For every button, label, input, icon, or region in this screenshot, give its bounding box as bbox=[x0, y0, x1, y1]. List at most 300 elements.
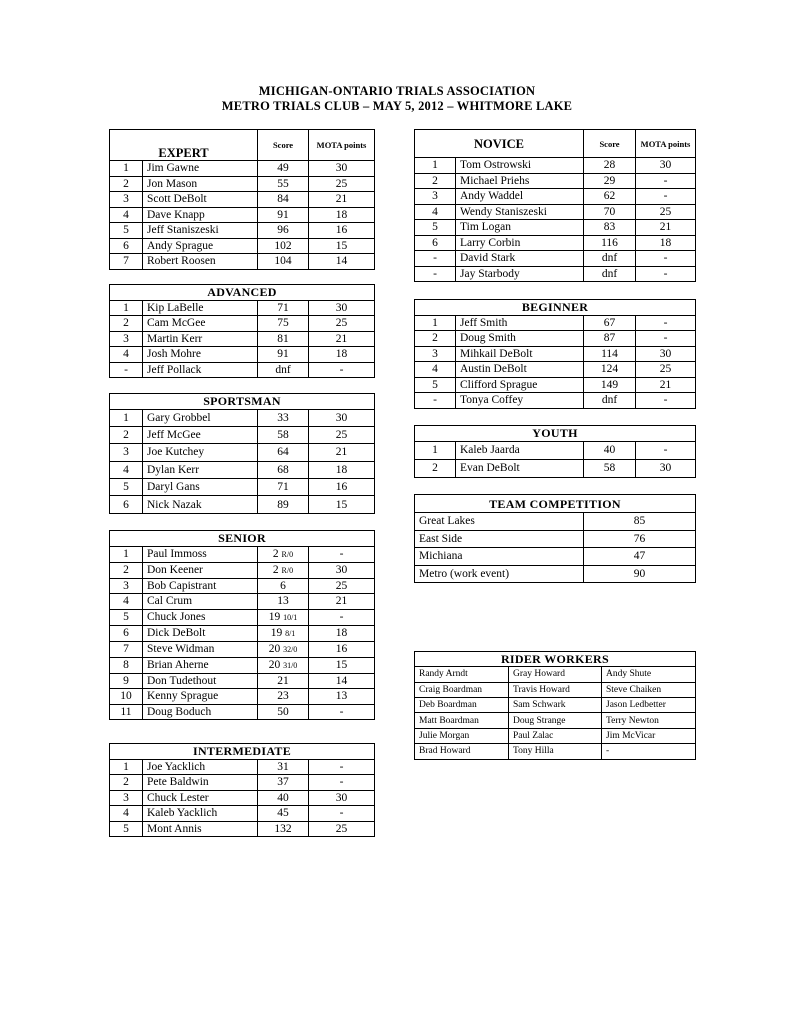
senior-row bbox=[110, 562, 375, 578]
novice-row bbox=[415, 158, 696, 174]
mota-header: MOTA points bbox=[636, 130, 696, 158]
worker-name: Craig Boardman bbox=[415, 682, 509, 697]
senior-title: SENIOR bbox=[110, 531, 375, 547]
rider-name: Gary Grobbel bbox=[143, 409, 258, 426]
place: 5 bbox=[110, 223, 143, 239]
place: 3 bbox=[415, 189, 456, 205]
worker-name: Deb Boardman bbox=[415, 697, 509, 712]
beginner-table bbox=[414, 299, 696, 409]
worker-name: - bbox=[602, 744, 696, 759]
senior-row bbox=[110, 609, 375, 625]
score bbox=[258, 625, 309, 641]
score: 37 bbox=[258, 775, 309, 791]
score: 84 bbox=[258, 192, 309, 208]
tiebreak-value: 31/0 bbox=[283, 660, 298, 670]
score: 83 bbox=[584, 220, 636, 236]
score: dnf bbox=[584, 393, 636, 409]
place: 3 bbox=[110, 192, 143, 208]
expert-row bbox=[110, 161, 375, 177]
mota-points: 30 bbox=[309, 161, 375, 177]
mota-points: 25 bbox=[636, 362, 696, 378]
rider-name: Don Keener bbox=[143, 562, 258, 578]
mota-points: 15 bbox=[309, 496, 375, 513]
rider-name: Mont Annis bbox=[143, 821, 258, 837]
beginner-row bbox=[415, 362, 696, 378]
team-row bbox=[415, 530, 696, 548]
mota-points: 25 bbox=[309, 316, 375, 332]
novice-rows bbox=[415, 158, 696, 282]
document-subtitle: METRO TRIALS CLUB – MAY 5, 2012 – WHITMORE LAKE bbox=[221, 99, 573, 113]
intermediate-row bbox=[110, 821, 375, 837]
place: 7 bbox=[110, 641, 143, 657]
expert-row bbox=[110, 254, 375, 270]
novice-row bbox=[415, 173, 696, 189]
expert-row bbox=[110, 192, 375, 208]
worker-name: Jason Ledbetter bbox=[602, 697, 696, 712]
place: 6 bbox=[110, 496, 143, 513]
score: 132 bbox=[258, 821, 309, 837]
rider-name: Doug Smith bbox=[456, 331, 584, 347]
mota-points: - bbox=[636, 393, 696, 409]
place: 6 bbox=[415, 235, 456, 251]
rider-name: Tonya Coffey bbox=[456, 393, 584, 409]
place: 5 bbox=[110, 479, 143, 496]
intermediate-row bbox=[110, 790, 375, 806]
place: 7 bbox=[110, 254, 143, 270]
beginner-header-row bbox=[415, 300, 696, 316]
youth-title: YOUTH bbox=[415, 426, 696, 442]
team-header-row bbox=[415, 495, 696, 513]
mota-points: 21 bbox=[309, 192, 375, 208]
mota-points: - bbox=[309, 609, 375, 625]
worker-name: Travis Howard bbox=[509, 682, 602, 697]
score bbox=[258, 689, 309, 705]
team-score: 85 bbox=[584, 513, 696, 531]
workers-row bbox=[415, 728, 696, 743]
workers-row bbox=[415, 697, 696, 712]
rider-name: Steve Widman bbox=[143, 641, 258, 657]
score: 49 bbox=[258, 161, 309, 177]
team-row bbox=[415, 548, 696, 566]
mota-points: 21 bbox=[636, 220, 696, 236]
expert-table bbox=[109, 129, 375, 270]
team-score: 47 bbox=[584, 548, 696, 566]
score bbox=[258, 578, 309, 594]
place: 1 bbox=[110, 300, 143, 316]
mota-points: 25 bbox=[636, 204, 696, 220]
tiebreak-value: 8/1 bbox=[285, 628, 296, 638]
workers-table bbox=[414, 651, 696, 760]
worker-name: Gray Howard bbox=[509, 667, 602, 682]
worker-name: Julie Morgan bbox=[415, 728, 509, 743]
score: 71 bbox=[258, 479, 309, 496]
place: 2 bbox=[415, 459, 456, 477]
beginner-row bbox=[415, 315, 696, 331]
novice-table bbox=[414, 129, 696, 282]
beginner-rows bbox=[415, 315, 696, 408]
score: 91 bbox=[258, 347, 309, 363]
mota-points: 16 bbox=[309, 223, 375, 239]
senior-row bbox=[110, 689, 375, 705]
place: 1 bbox=[110, 409, 143, 426]
score: 70 bbox=[584, 204, 636, 220]
rider-name: Robert Roosen bbox=[143, 254, 258, 270]
worker-name: Steve Chaiken bbox=[602, 682, 696, 697]
novice-row bbox=[415, 235, 696, 251]
score: dnf bbox=[258, 362, 309, 378]
mota-points: 21 bbox=[309, 444, 375, 461]
workers-row bbox=[415, 713, 696, 728]
score: 81 bbox=[258, 331, 309, 347]
place: 2 bbox=[415, 173, 456, 189]
score: 75 bbox=[258, 316, 309, 332]
rider-name: David Stark bbox=[456, 251, 584, 267]
novice-row bbox=[415, 220, 696, 236]
mota-points: 18 bbox=[309, 347, 375, 363]
place: 10 bbox=[110, 689, 143, 705]
place: 2 bbox=[110, 562, 143, 578]
place: 8 bbox=[110, 657, 143, 673]
score-value: 19 bbox=[268, 610, 281, 623]
rider-name: Jeff Smith bbox=[456, 315, 584, 331]
mota-points: 18 bbox=[309, 461, 375, 478]
sportsman-row bbox=[110, 479, 375, 496]
advanced-row bbox=[110, 300, 375, 316]
place: 2 bbox=[110, 176, 143, 192]
mota-points: 21 bbox=[309, 331, 375, 347]
score: 68 bbox=[258, 461, 309, 478]
team-row bbox=[415, 565, 696, 583]
place: 6 bbox=[110, 238, 143, 254]
rider-name: Jeff McGee bbox=[143, 426, 258, 443]
sportsman-header-row bbox=[110, 394, 375, 410]
worker-name: Matt Boardman bbox=[415, 713, 509, 728]
sportsman-row bbox=[110, 461, 375, 478]
place: 2 bbox=[110, 426, 143, 443]
score: 40 bbox=[584, 441, 636, 459]
rider-name: Joe Yacklich bbox=[143, 759, 258, 775]
score: 114 bbox=[584, 346, 636, 362]
mota-points: 30 bbox=[636, 346, 696, 362]
senior-header-row bbox=[110, 531, 375, 547]
place: 5 bbox=[415, 377, 456, 393]
score: 40 bbox=[258, 790, 309, 806]
rider-name: Don Tudethout bbox=[143, 673, 258, 689]
sportsman-row bbox=[110, 409, 375, 426]
score bbox=[258, 546, 309, 562]
mota-points: - bbox=[309, 704, 375, 720]
score bbox=[258, 657, 309, 673]
beginner-title: BEGINNER bbox=[415, 300, 696, 316]
expert-row bbox=[110, 238, 375, 254]
mota-points: 30 bbox=[636, 459, 696, 477]
mota-points: 25 bbox=[309, 578, 375, 594]
advanced-rows bbox=[110, 300, 375, 378]
rider-name: Josh Mohre bbox=[143, 347, 258, 363]
youth-row bbox=[415, 459, 696, 477]
advanced-row bbox=[110, 362, 375, 378]
worker-name: Brad Howard bbox=[415, 744, 509, 759]
worker-name: Jim McVicar bbox=[602, 728, 696, 743]
senior-row bbox=[110, 625, 375, 641]
tiebreak-value: 32/0 bbox=[283, 644, 298, 654]
rider-name: Kaleb Jaarda bbox=[456, 441, 584, 459]
rider-name: Doug Boduch bbox=[143, 704, 258, 720]
mota-points: - bbox=[636, 315, 696, 331]
mota-points: 21 bbox=[636, 377, 696, 393]
rider-name: Chuck Jones bbox=[143, 609, 258, 625]
sportsman-row bbox=[110, 444, 375, 461]
score: 149 bbox=[584, 377, 636, 393]
mota-points: 21 bbox=[309, 594, 375, 610]
place: 3 bbox=[415, 346, 456, 362]
place: 3 bbox=[110, 578, 143, 594]
mota-points: 13 bbox=[309, 689, 375, 705]
score bbox=[258, 562, 309, 578]
mota-points: - bbox=[636, 331, 696, 347]
worker-name: Sam Schwark bbox=[509, 697, 602, 712]
beginner-row bbox=[415, 346, 696, 362]
sportsman-row bbox=[110, 496, 375, 513]
workers-title: RIDER WORKERS bbox=[415, 652, 696, 667]
worker-name: Doug Strange bbox=[509, 713, 602, 728]
rider-name: Chuck Lester bbox=[143, 790, 258, 806]
sportsman-rows bbox=[110, 409, 375, 513]
mota-points: 14 bbox=[309, 673, 375, 689]
expert-header-row bbox=[110, 130, 375, 161]
mota-points: 30 bbox=[636, 158, 696, 174]
score bbox=[258, 641, 309, 657]
score: 102 bbox=[258, 238, 309, 254]
intermediate-table bbox=[109, 743, 375, 837]
rider-name: Jeff Staniszeski bbox=[143, 223, 258, 239]
score: 29 bbox=[584, 173, 636, 189]
workers-row bbox=[415, 667, 696, 682]
rider-name: Dylan Kerr bbox=[143, 461, 258, 478]
rider-name: Larry Corbin bbox=[456, 235, 584, 251]
score-value: 6 bbox=[280, 579, 286, 592]
mota-points: 18 bbox=[636, 235, 696, 251]
novice-row bbox=[415, 189, 696, 205]
rider-name: Andy Sprague bbox=[143, 238, 258, 254]
score-value: 50 bbox=[277, 705, 289, 718]
place: 4 bbox=[110, 347, 143, 363]
score: 45 bbox=[258, 806, 309, 822]
rider-name: Pete Baldwin bbox=[143, 775, 258, 791]
team-name: East Side bbox=[415, 530, 584, 548]
youth-header-row bbox=[415, 426, 696, 442]
score-value: 2 bbox=[272, 547, 279, 560]
place: 9 bbox=[110, 673, 143, 689]
score-value: 19 bbox=[270, 626, 283, 639]
score: 89 bbox=[258, 496, 309, 513]
beginner-row bbox=[415, 393, 696, 409]
score: 116 bbox=[584, 235, 636, 251]
rider-name: Kaleb Yacklich bbox=[143, 806, 258, 822]
score: 28 bbox=[584, 158, 636, 174]
advanced-header-row bbox=[110, 285, 375, 301]
expert-title: EXPERT bbox=[110, 130, 258, 161]
mota-points: 18 bbox=[309, 625, 375, 641]
sportsman-table bbox=[109, 393, 375, 514]
mota-points: - bbox=[636, 251, 696, 267]
youth-row bbox=[415, 441, 696, 459]
mota-points: 25 bbox=[309, 426, 375, 443]
place: 5 bbox=[415, 220, 456, 236]
workers-rows bbox=[415, 667, 696, 759]
score bbox=[258, 594, 309, 610]
advanced-row bbox=[110, 316, 375, 332]
place: 4 bbox=[110, 207, 143, 223]
mota-points: 14 bbox=[309, 254, 375, 270]
place: 4 bbox=[110, 461, 143, 478]
place: 1 bbox=[415, 441, 456, 459]
novice-row bbox=[415, 251, 696, 267]
score bbox=[258, 609, 309, 625]
advanced-table bbox=[109, 284, 375, 378]
mota-points: - bbox=[309, 806, 375, 822]
rider-name: Tim Logan bbox=[456, 220, 584, 236]
rider-name: Clifford Sprague bbox=[456, 377, 584, 393]
mota-points: - bbox=[309, 775, 375, 791]
place: 4 bbox=[110, 806, 143, 822]
workers-row bbox=[415, 682, 696, 697]
team-title: TEAM COMPETITION bbox=[415, 495, 696, 513]
mota-points: - bbox=[309, 546, 375, 562]
rider-name: Jeff Pollack bbox=[143, 362, 258, 378]
sportsman-row bbox=[110, 426, 375, 443]
mota-points: 30 bbox=[309, 300, 375, 316]
place: 4 bbox=[110, 594, 143, 610]
score: 31 bbox=[258, 759, 309, 775]
mota-points: 30 bbox=[309, 562, 375, 578]
rider-name: Andy Waddel bbox=[456, 189, 584, 205]
senior-row bbox=[110, 594, 375, 610]
score bbox=[258, 673, 309, 689]
rider-name: Bob Capistrant bbox=[143, 578, 258, 594]
mota-points: - bbox=[636, 173, 696, 189]
score-value: 23 bbox=[277, 690, 289, 703]
team-score: 76 bbox=[584, 530, 696, 548]
rider-name: Evan DeBolt bbox=[456, 459, 584, 477]
senior-rows bbox=[110, 546, 375, 720]
expert-rows bbox=[110, 161, 375, 270]
novice-header-row bbox=[415, 130, 696, 158]
score-value: 21 bbox=[277, 674, 289, 687]
workers-header-row bbox=[415, 652, 696, 667]
document-title: MICHIGAN-ONTARIO TRIALS ASSOCIATION bbox=[258, 84, 536, 98]
rider-name: Dick DeBolt bbox=[143, 625, 258, 641]
score: 58 bbox=[258, 426, 309, 443]
score-header: Score bbox=[584, 130, 636, 158]
senior-row bbox=[110, 546, 375, 562]
mota-points: 25 bbox=[309, 176, 375, 192]
score: 87 bbox=[584, 331, 636, 347]
rider-name: Michael Priehs bbox=[456, 173, 584, 189]
senior-row bbox=[110, 641, 375, 657]
rider-name: Tom Ostrowski bbox=[456, 158, 584, 174]
mota-header: MOTA points bbox=[309, 130, 375, 161]
place: 5 bbox=[110, 821, 143, 837]
score-value: 13 bbox=[277, 595, 289, 608]
tiebreak-value: R/0 bbox=[281, 549, 294, 559]
score: dnf bbox=[584, 251, 636, 267]
rider-name: Paul Immoss bbox=[143, 546, 258, 562]
team-score: 90 bbox=[584, 565, 696, 583]
rider-name: Scott DeBolt bbox=[143, 192, 258, 208]
place: 1 bbox=[415, 315, 456, 331]
place: - bbox=[415, 393, 456, 409]
rider-name: Daryl Gans bbox=[143, 479, 258, 496]
place: 1 bbox=[415, 158, 456, 174]
youth-table bbox=[414, 425, 696, 478]
rider-name: Cal Crum bbox=[143, 594, 258, 610]
rider-name: Joe Kutchey bbox=[143, 444, 258, 461]
novice-title: NOVICE bbox=[415, 130, 584, 158]
senior-row bbox=[110, 704, 375, 720]
team-table bbox=[414, 494, 696, 583]
beginner-row bbox=[415, 377, 696, 393]
senior-row bbox=[110, 657, 375, 673]
mota-points: 25 bbox=[309, 821, 375, 837]
youth-rows bbox=[415, 441, 696, 477]
mota-points: 15 bbox=[309, 657, 375, 673]
place: 1 bbox=[110, 546, 143, 562]
mota-points: 18 bbox=[309, 207, 375, 223]
rider-name: Cam McGee bbox=[143, 316, 258, 332]
rider-name: Jay Starbody bbox=[456, 266, 584, 282]
expert-row bbox=[110, 207, 375, 223]
mota-points: - bbox=[636, 441, 696, 459]
worker-name: Paul Zalac bbox=[509, 728, 602, 743]
advanced-row bbox=[110, 331, 375, 347]
place: 2 bbox=[110, 775, 143, 791]
novice-row bbox=[415, 266, 696, 282]
score: 71 bbox=[258, 300, 309, 316]
place: 5 bbox=[110, 609, 143, 625]
team-name: Michiana bbox=[415, 548, 584, 566]
rider-name: Mihkail DeBolt bbox=[456, 346, 584, 362]
rider-name: Wendy Staniszeski bbox=[456, 204, 584, 220]
senior-row bbox=[110, 673, 375, 689]
place: 1 bbox=[110, 161, 143, 177]
beginner-row bbox=[415, 331, 696, 347]
mota-points: 30 bbox=[309, 409, 375, 426]
sportsman-title: SPORTSMAN bbox=[110, 394, 375, 410]
score: 62 bbox=[584, 189, 636, 205]
rider-name: Nick Nazak bbox=[143, 496, 258, 513]
score bbox=[258, 704, 309, 720]
expert-row bbox=[110, 223, 375, 239]
intermediate-title: INTERMEDIATE bbox=[110, 744, 375, 760]
mota-points: - bbox=[636, 189, 696, 205]
place: 3 bbox=[110, 444, 143, 461]
score: 67 bbox=[584, 315, 636, 331]
score: 104 bbox=[258, 254, 309, 270]
senior-row bbox=[110, 578, 375, 594]
place: 2 bbox=[110, 316, 143, 332]
mota-points: - bbox=[309, 759, 375, 775]
mota-points: 16 bbox=[309, 479, 375, 496]
score: 58 bbox=[584, 459, 636, 477]
intermediate-row bbox=[110, 775, 375, 791]
team-name: Great Lakes bbox=[415, 513, 584, 531]
mota-points: - bbox=[309, 362, 375, 378]
tiebreak-value: R/0 bbox=[281, 565, 294, 575]
novice-row bbox=[415, 204, 696, 220]
score-value: 2 bbox=[272, 563, 279, 576]
place: 4 bbox=[415, 362, 456, 378]
